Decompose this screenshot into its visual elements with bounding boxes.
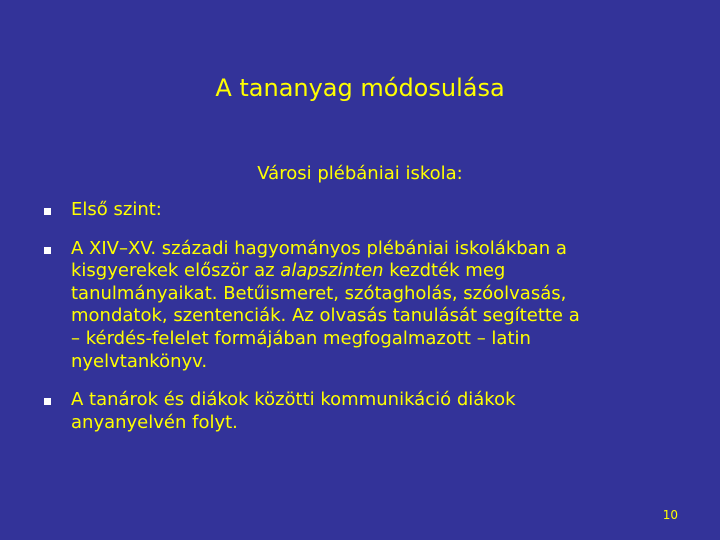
square-bullet-icon	[44, 247, 51, 254]
bullet-line-with-emphasis	[71, 260, 684, 283]
page-number: 10	[662, 508, 678, 522]
bullet-line: A XIV–XV. századi hagyományos plébániai iskolákban a	[71, 237, 567, 259]
square-bullet-icon	[44, 208, 51, 215]
bullet-item-history	[44, 238, 684, 374]
slide-subtitle: Városi plébániai iskola:	[257, 163, 463, 184]
bullet-line: nyelvtankönyv.	[71, 350, 208, 372]
bullet-line: mondatok, szentenciák. Az olvasás tanulását segítette a	[71, 305, 580, 327]
bullet-text	[71, 199, 684, 222]
bullet-list	[44, 199, 684, 450]
bullet-item-communication	[44, 389, 684, 434]
bullet-text	[71, 389, 684, 434]
bullet-line-segment: kezdték meg	[383, 260, 506, 282]
bullet-line: Első szint:	[71, 199, 162, 220]
bullet-line: A tanárok és diákok közötti kommunikáció diákok	[71, 389, 516, 411]
bullet-line: – kérdés-felelet formájában megfogalmazott – latin	[71, 327, 531, 349]
bullet-line: anyanyelvén folyt.	[71, 411, 238, 433]
bullet-item-first-level	[44, 199, 684, 222]
slide-title: A tananyag módosulása	[215, 74, 505, 102]
square-bullet-icon	[44, 398, 51, 405]
emphasized-term: alapszinten	[280, 260, 384, 282]
bullet-line: tanulmányaikat. Betűismeret, szótagholás, szóolvasás,	[71, 282, 567, 304]
bullet-line-segment: kisgyerekek először az	[71, 260, 281, 282]
bullet-text	[71, 238, 684, 374]
